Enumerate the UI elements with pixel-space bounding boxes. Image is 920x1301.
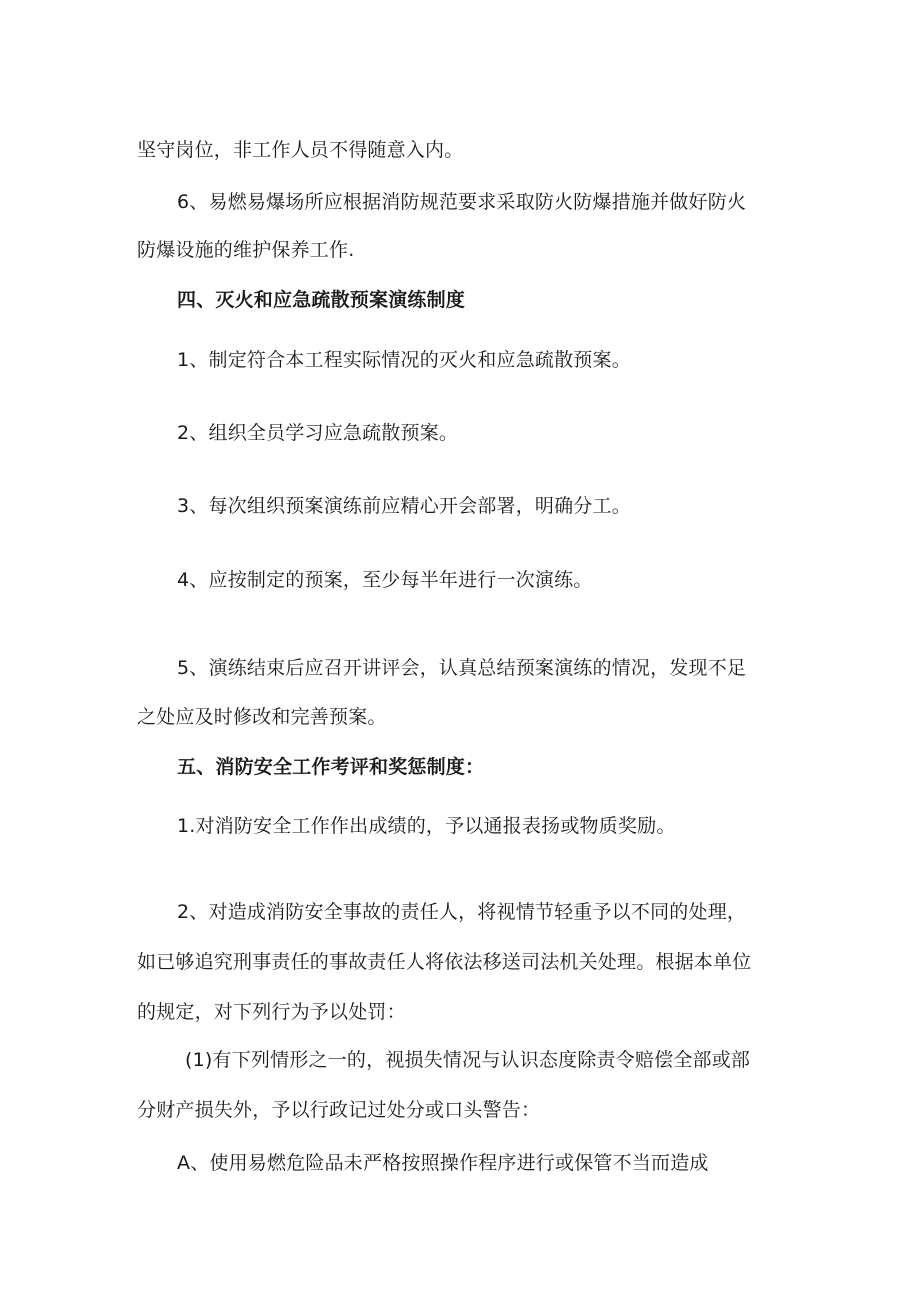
paragraph-line: 3、每次组织预案演练前应精心开会部署，明确分工。 [177,495,631,517]
section-heading-5: 五、消防安全工作考评和奖惩制度： [177,756,485,778]
paragraph-line: 如已够追究刑事责任的事故责任人将依法移送司法机关处理。根据本单位 [137,951,752,973]
paragraph-line: (1)有下列情形之一的，视损失情况与认识态度除责令赔偿全部或部 [185,1049,751,1071]
paragraph-line: 分财产损失外，予以行政记过处分或口头警告： [137,1099,541,1121]
section-heading-4: 四、灭火和应急疏散预案演练制度 [177,289,466,311]
paragraph-line: 6、易燃易爆场所应根据消防规范要求采取防火防爆措施并做好防火 [177,191,747,213]
paragraph-line: 1.对消防安全工作作出成绩的，予以通报表扬或物质奖励。 [177,815,676,837]
paragraph-line: 1、制定符合本工程实际情况的灭火和应急疏散预案。 [177,349,631,371]
paragraph-line: A、使用易燃危险品未严格按照操作程序进行或保管不当而造成 [177,1152,709,1174]
paragraph-line: 2、组织全员学习应急疏散预案。 [177,422,459,444]
paragraph-line: 4、应按制定的预案，至少每半年进行一次演练。 [177,569,593,591]
paragraph-line: 5、演练结束后应召开讲评会，认真总结预案演练的情况，发现不足 [177,657,747,679]
paragraph-line: 防爆设施的维护保养工作. [137,239,355,261]
paragraph-line: 的规定，对下列行为予以处罚： [137,1001,406,1023]
paragraph-line: 坚守岗位，非工作人员不得随意入内。 [137,139,464,161]
paragraph-line: 2、对造成消防安全事故的责任人，将视情节轻重予以不同的处理， [177,901,747,923]
paragraph-line: 之处应及时修改和完善预案。 [137,706,387,728]
